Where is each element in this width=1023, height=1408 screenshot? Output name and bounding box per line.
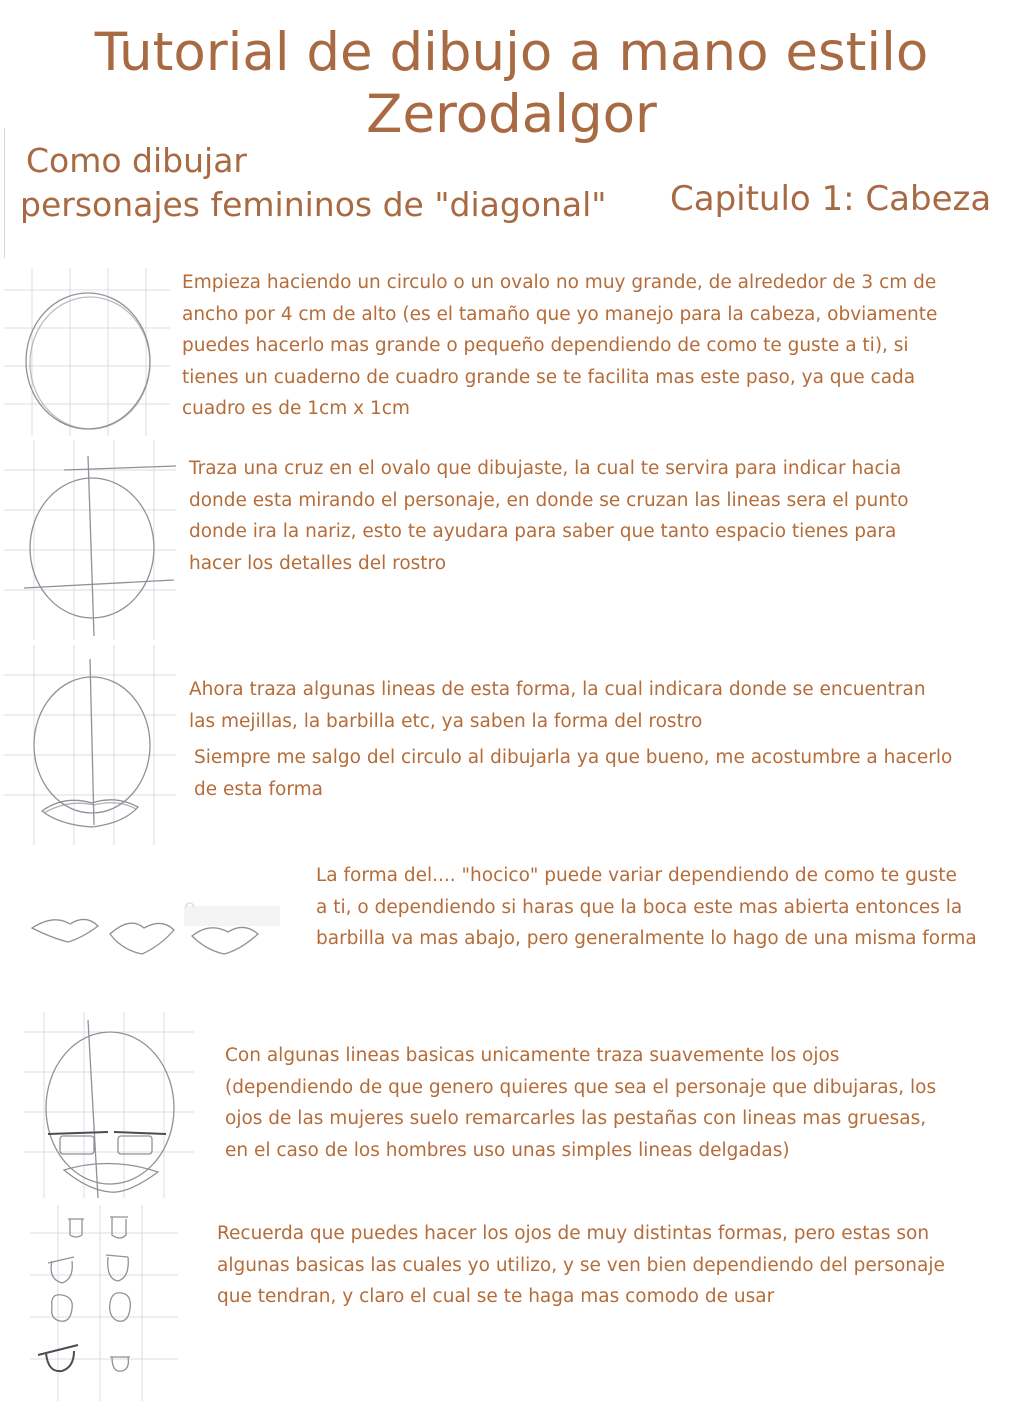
text-line: puedes hacerlo mas grande o pequeño dependiendo de como te guste a ti), si xyxy=(182,335,909,356)
sketch-oval-head xyxy=(4,268,170,436)
step-3-text xyxy=(189,674,926,737)
text-line: Traza una cruz en el ovalo que dibujaste, la cual te servira para indicar hacia xyxy=(189,458,902,479)
step-4-text xyxy=(316,860,977,955)
text-line: que tendran, y claro el cual se te haga mas comodo de usar xyxy=(217,1286,775,1307)
text-line: Ahora traza algunas lineas de esta forma, la cual indicara donde se encuentran xyxy=(189,679,926,700)
text-line: donde esta mirando el personaje, en donde se cruzan las lineas sera el punto xyxy=(189,489,909,511)
subtitle-line-1: Como dibujar xyxy=(26,141,247,180)
text-line: de esta forma xyxy=(194,778,323,800)
text-line: Recuerda que puedes hacer los ojos de muy distintas formas, pero estas son xyxy=(217,1223,930,1244)
text-line: hacer los detalles del rostro xyxy=(189,552,447,574)
text-line: (dependiendo de que genero quieres que sea el personaje que dibujaras, los xyxy=(225,1076,937,1098)
text-line: barbilla va mas abajo, pero generalmente lo hago de una misma forma xyxy=(316,928,977,949)
text-line: Empieza haciendo un circulo o un ovalo no muy grande, de alrededor de 3 cm de xyxy=(182,272,937,293)
text-line: a ti, o dependiendo si haras que la boca este mas abierta entonces la xyxy=(316,896,963,918)
text-line: Con algunas lineas basicas unicamente traza suavemente los ojos xyxy=(225,1045,840,1066)
title-line-2: Zerodalgor xyxy=(366,84,657,145)
text-line: cuadro es de 1cm x 1cm xyxy=(182,398,410,419)
text-line: algunas basicas las cuales yo utilizo, y se ven bien dependiendo del personaje xyxy=(217,1254,945,1276)
text-line: donde ira la nariz, esto te ayudara para saber que tanto espacio tienes para xyxy=(189,521,897,542)
step-5-text xyxy=(225,1040,936,1166)
text-line: en el caso de los hombres uso unas simples lineas delgadas) xyxy=(225,1139,790,1161)
sketch-eye-styles xyxy=(30,1205,178,1401)
title-line-1: Tutorial de dibujo a mano estilo xyxy=(94,22,929,83)
text-line: tienes un cuaderno de cuadro grande se te facilita mas este paso, ya que cada xyxy=(182,366,916,388)
svg-text:ᵔ: ᵔ xyxy=(184,895,197,930)
text-line: ojos de las mujeres suelo remarcarles las pestañas con lineas mas gruesas, xyxy=(225,1108,927,1129)
text-line: las mejillas, la barbilla etc, ya saben la forma del rostro xyxy=(189,710,703,732)
page-margin-line xyxy=(4,128,5,258)
chapter-heading: Capitulo 1: Cabeza xyxy=(670,179,992,219)
text-line: ancho por 4 cm de alto (es el tamaño que yo manejo para la cabeza, obviamente xyxy=(182,303,938,325)
step-1-text xyxy=(182,267,937,425)
subtitle-line-2: personajes femininos de "diagonal" xyxy=(20,185,607,224)
step-3-note xyxy=(194,742,952,805)
sketch-head-eyes xyxy=(24,1012,194,1198)
sketch-jaw-shapes xyxy=(24,880,286,970)
sketch-head-jaw xyxy=(4,645,176,845)
text-line: Siempre me salgo del circulo al dibujarla ya que bueno, me acostumbre a hacerlo xyxy=(194,747,953,768)
step-2-text xyxy=(189,453,909,579)
step-6-text xyxy=(217,1218,945,1313)
sketch-head-cross xyxy=(4,440,176,640)
text-line: La forma del.... "hocico" puede variar dependiendo de como te guste xyxy=(316,865,957,886)
page-title xyxy=(0,22,1023,146)
